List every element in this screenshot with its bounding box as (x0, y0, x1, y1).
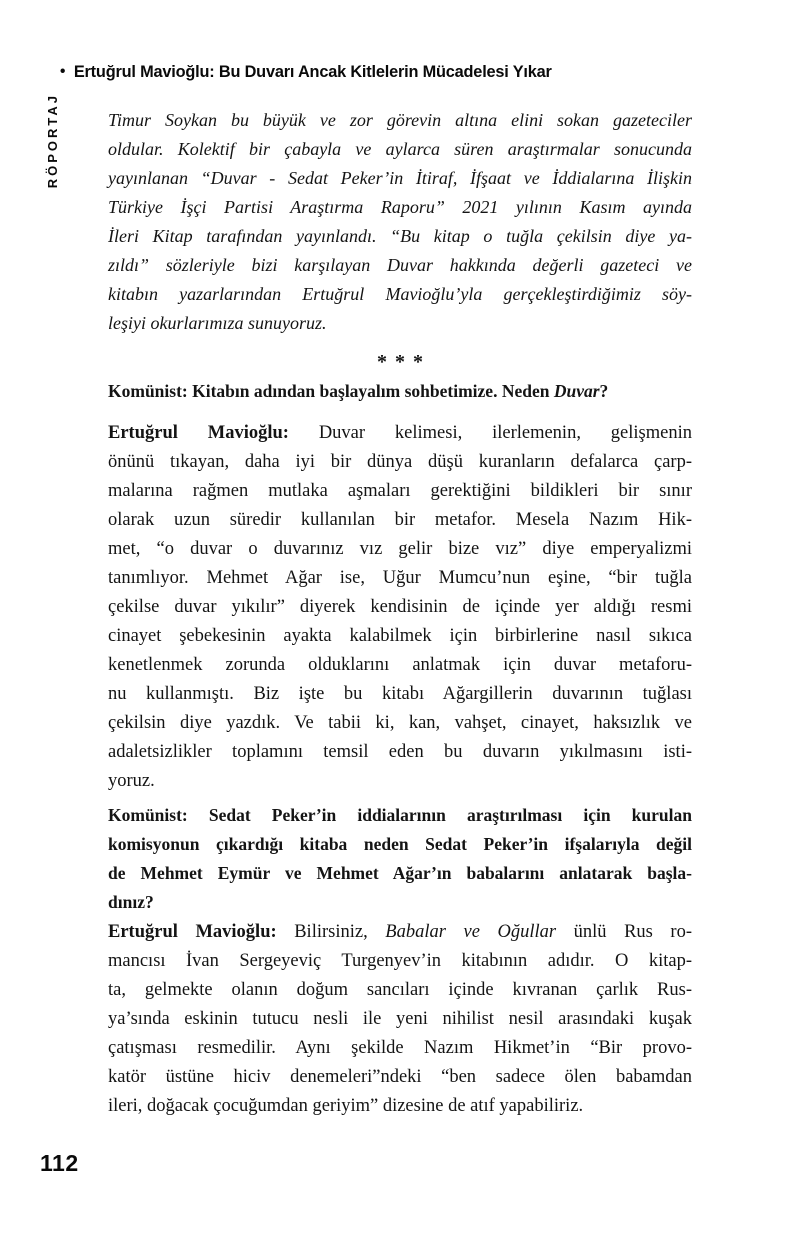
text-line (108, 859, 692, 888)
text-segment: Duvar kelimesi, ilerlemenin, gelişmenin (288, 423, 692, 443)
text-line (108, 506, 692, 535)
text-segment: önünü tıkayan, daha iyi bir dünya düşü kuranların defalarca çarp- (108, 452, 692, 472)
text-line (108, 888, 692, 917)
text-segment: çekilsin diye yazdık. Ve tabii ki, kan, vahşet, cinayet, haksızlık ve (108, 713, 692, 733)
text-segment: komisyonun çıkardığı kitaba neden Sedat Peker’in ifşalarıyla değil (108, 834, 692, 854)
text-line (108, 1063, 692, 1092)
text-line (108, 767, 692, 796)
text-segment: leşiyi okurlarımıza sunuyoruz. (108, 313, 327, 333)
section-label-roportaj: RÖPORTAJ (45, 93, 60, 189)
text-segment: mancısı İvan Sergeyeviç Turgenyev’in kitabının adıdır. O kitap- (108, 951, 692, 971)
text-segment: olarak uzun süredir kullanılan bir metafor. Mesela Nazım Hik- (108, 510, 692, 530)
text-segment: kenetlenmek zorunda olduklarını anlatmak için duvar metaforu- (108, 655, 692, 675)
text-line (108, 1034, 692, 1063)
text-line (108, 309, 692, 338)
text-line (108, 377, 692, 406)
text-segment: Komünist: Kitabın adından başlayalım sohbetimize. Neden (108, 381, 554, 401)
text-segment: ta, gelmekte olanın doğum sancıları içinde kıvranan çarlık Rus- (108, 980, 692, 1000)
text-segment: dınız? (108, 892, 154, 912)
header-title: Ertuğrul Mavioğlu: Bu Duvarı Ancak Kitlelerin Mücadelesi Yıkar (73, 62, 552, 81)
text-segment: katör üstüne hiciv denemeleri”ndeki “ben sadece ölen babamdan (108, 1067, 692, 1087)
text-line (108, 564, 692, 593)
text-segment: ileri, doğacak çocuğumdan geriyim” dizesine de atıf yapabiliriz. (108, 1096, 584, 1116)
text-segment: çekilse duvar yıkılır” diyerek kendisinin de içinde yer aldığı resmi (108, 597, 692, 617)
header-bullet-icon: • (60, 63, 66, 80)
intro-paragraph (108, 106, 692, 338)
text-segment: yoruz. (108, 771, 155, 791)
answer-2 (108, 918, 692, 1121)
text-line (108, 593, 692, 622)
text-segment: Komünist: Sedat Peker’in iddialarının araştırılması için kurulan (108, 805, 692, 825)
text-segment: cinayet şebekesinin ayakta kalabilmek için birbirlerine nasıl sıkıca (108, 626, 692, 646)
text-segment: oldular. Kolektif bir çabayla ve aylarca süren araştırmalar sonucunda (108, 139, 692, 159)
question-2 (108, 801, 692, 917)
text-segment: Bilirsiniz, (276, 922, 386, 942)
text-column (108, 106, 692, 1121)
text-line (108, 622, 692, 651)
text-line (108, 680, 692, 709)
page-number: 112 (40, 1150, 79, 1176)
text-segment: ünlü Rus ro- (556, 922, 692, 942)
text-line (108, 830, 692, 859)
text-segment: Ertuğrul Mavioğlu: (108, 922, 277, 942)
text-segment: tanımlıyor. Mehmet Ağar ise, Uğur Mumcu’nun eşine, “bir tuğla (108, 568, 692, 588)
text-line (108, 251, 692, 280)
text-line (108, 477, 692, 506)
text-segment: Timur Soykan bu büyük ve zor görevin altına elini sokan gazeteciler (108, 110, 692, 130)
text-line (108, 947, 692, 976)
text-line (108, 738, 692, 767)
text-segment: yayınlanan “Duvar - Sedat Peker’in İtiraf, İfşaat ve İddialarına İlişkin (108, 168, 692, 188)
text-line (108, 106, 692, 135)
text-segment: Babalar ve Oğullar (385, 922, 557, 942)
text-segment: met, “o duvar o duvarınız vız gelir bize vız” diye emperyalizmi (108, 539, 692, 559)
text-line (108, 918, 692, 947)
text-segment: Ertuğrul Mavioğlu: (108, 423, 289, 443)
running-header (60, 62, 552, 82)
text-line (108, 135, 692, 164)
text-line (108, 164, 692, 193)
text-line (108, 348, 692, 377)
text-line (108, 1005, 692, 1034)
question-1 (108, 377, 692, 406)
text-line (108, 709, 692, 738)
text-segment: İleri Kitap tarafından yayınlandı. “Bu kitap o tuğla çekilsin diye ya- (108, 226, 692, 246)
text-line (108, 193, 692, 222)
text-line (108, 448, 692, 477)
text-line (108, 535, 692, 564)
text-segment: Türkiye İşçi Partisi Araştırma Raporu” 2021 yılının Kasım ayında (108, 197, 692, 217)
text-segment: zıldı” sözleriyle bizi karşılayan Duvar hakkında değerli gazeteci ve (108, 255, 692, 275)
separator (108, 348, 692, 377)
text-line (108, 419, 692, 448)
text-segment: de Mehmet Eymür ve Mehmet Ağar’ın babalarını anlatarak başla- (108, 863, 692, 883)
text-line (108, 222, 692, 251)
text-line (108, 280, 692, 309)
text-line (108, 976, 692, 1005)
text-line (108, 801, 692, 830)
text-segment: Duvar (553, 381, 600, 401)
text-segment: nu kullanmıştı. Biz işte bu kitabı Ağargillerin duvarının tuğlası (108, 684, 692, 704)
text-segment: *** (377, 351, 431, 373)
text-segment: ya’sında eskinin tutucu nesli ile yeni nihilist nesil arasındaki kuşak (108, 1009, 692, 1029)
text-segment: ? (599, 381, 609, 401)
text-segment: malarına rağmen mutlaka aşmaları gerektiğini bildikleri bir sınır (108, 481, 692, 501)
text-segment: çatışması resmedilir. Aynı şekilde Nazım Hikmet’in “Bir provo- (108, 1038, 692, 1058)
answer-1 (108, 419, 692, 796)
text-segment: adaletsizlikler toplamını temsil eden bu duvarın yıkılmasını isti- (108, 742, 692, 762)
text-line (108, 651, 692, 680)
text-segment: kitabın yazarlarından Ertuğrul Mavioğlu’yla gerçekleştirdiğimiz söy- (108, 284, 692, 304)
text-line (108, 1092, 692, 1121)
